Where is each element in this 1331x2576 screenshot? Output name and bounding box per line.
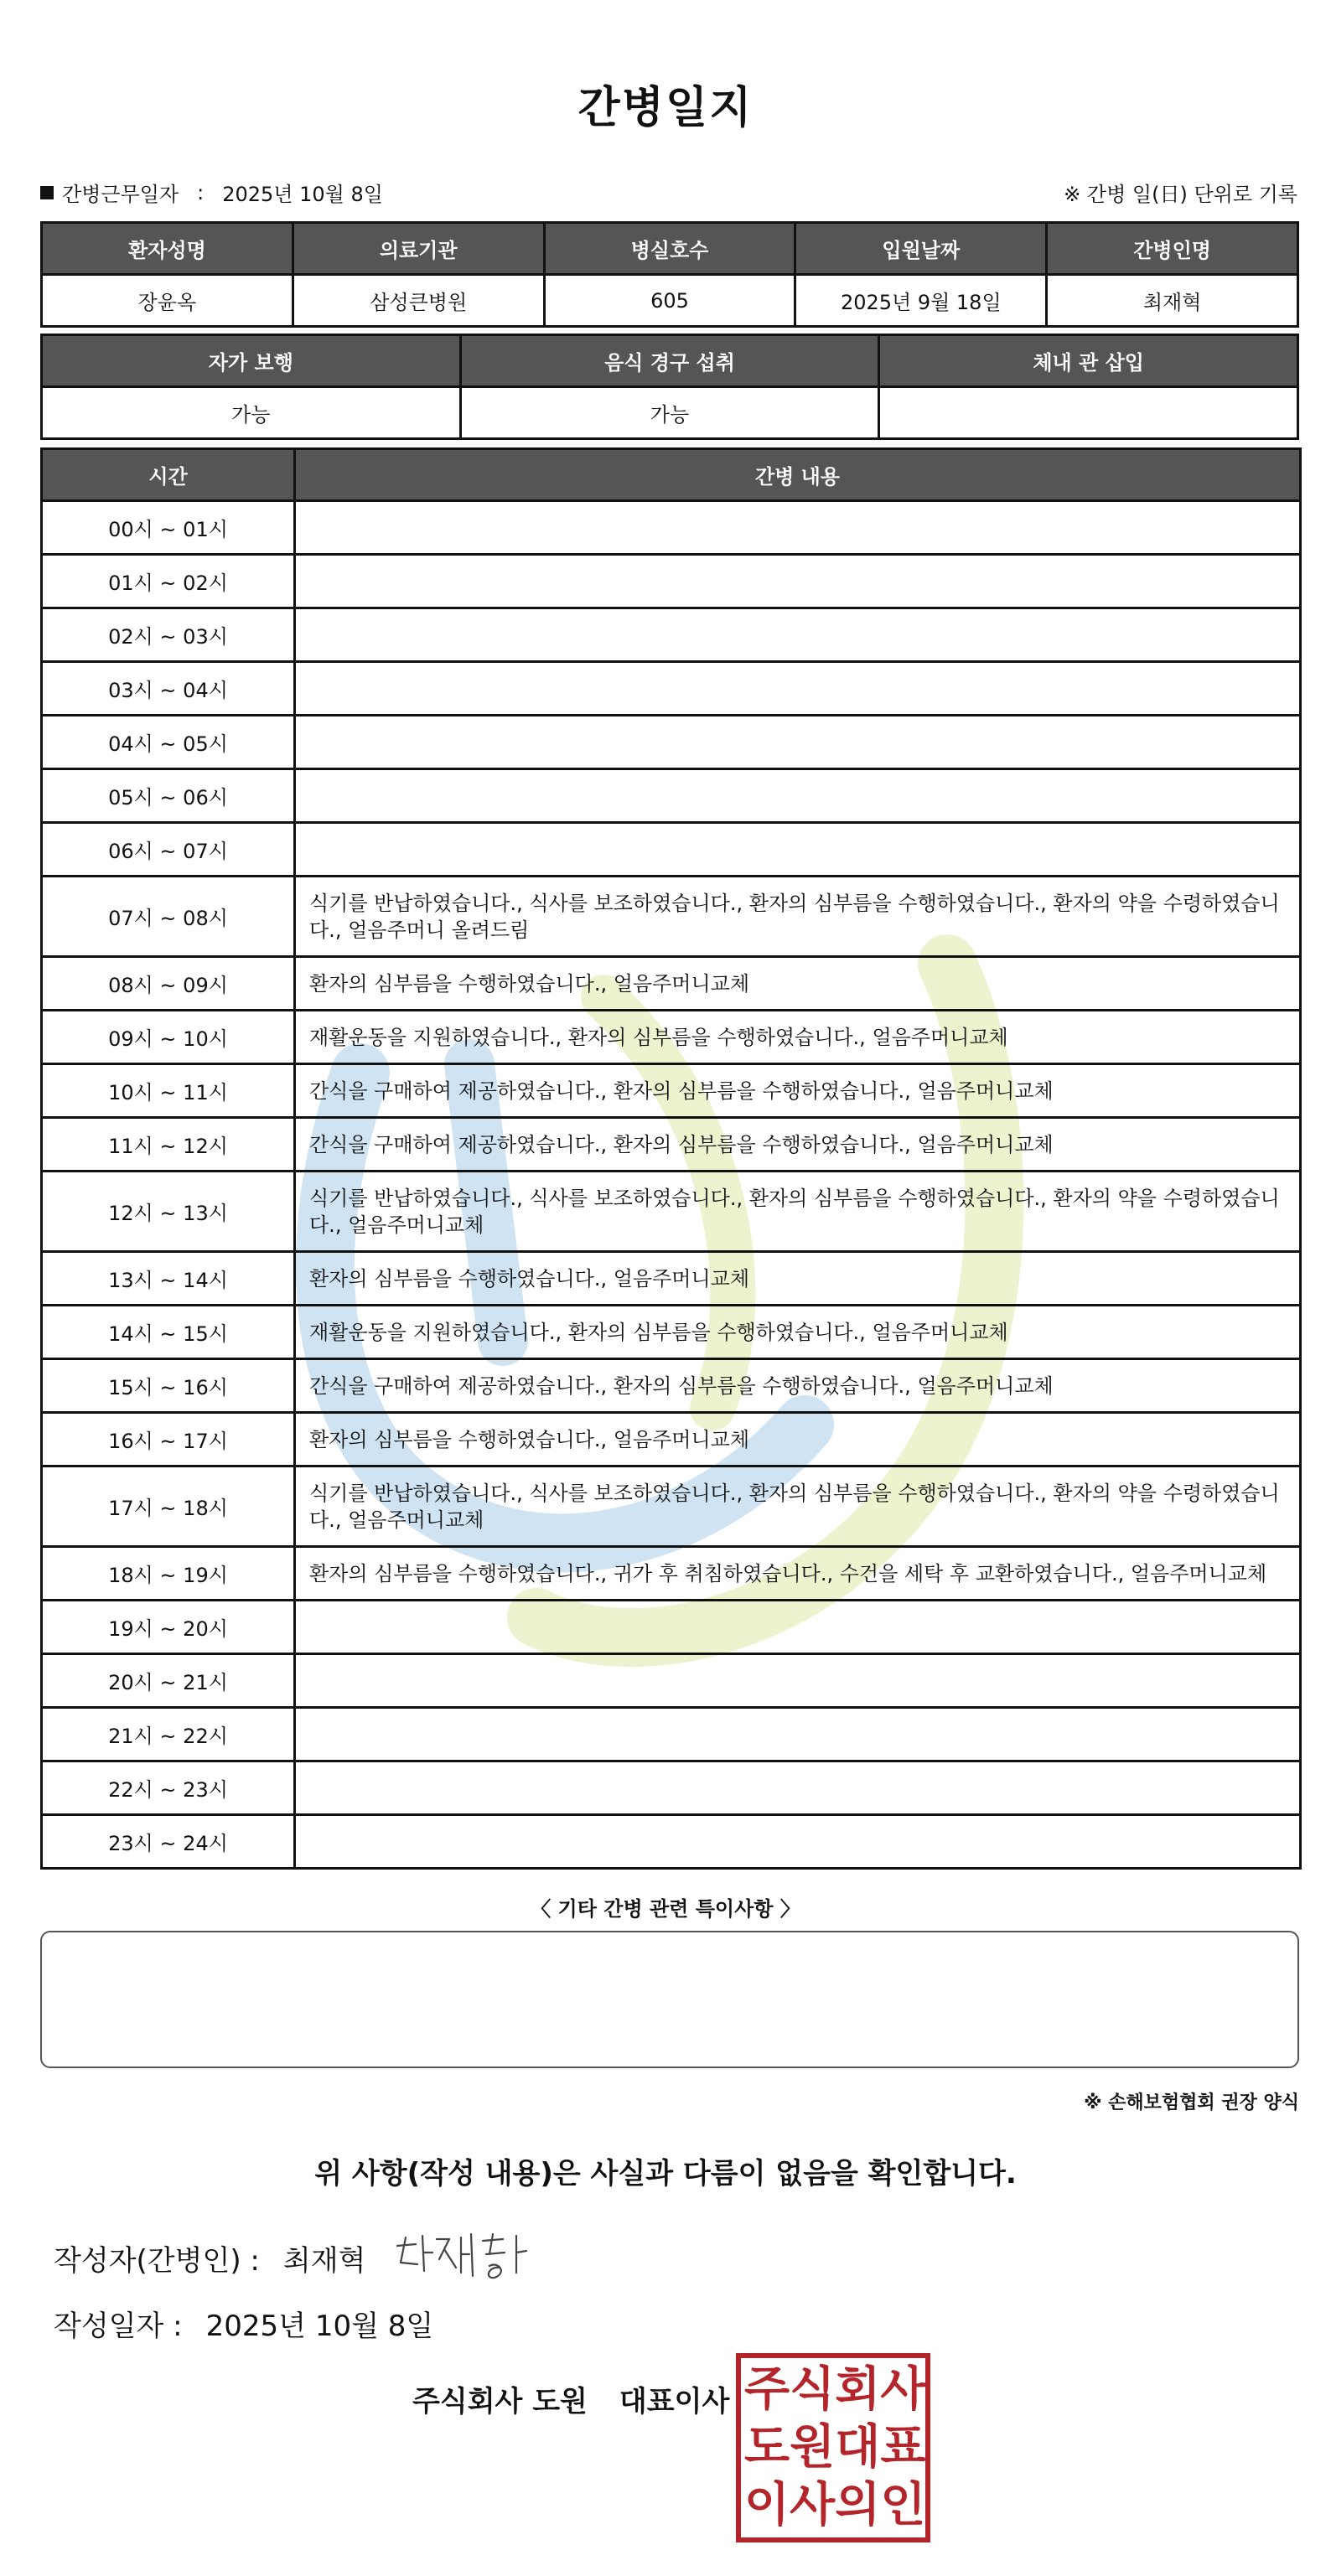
seal-glyph: 도 [744,2419,790,2475]
care-log-time: 09시 ~ 10시 [42,1011,295,1064]
care-log-time: 17시 ~ 18시 [42,1466,295,1547]
care-log-time: 16시 ~ 17시 [42,1413,295,1466]
tube-insertion-value [879,387,1298,439]
header-tube-insertion: 체내 관 삽입 [879,335,1298,387]
care-log-content: 식기를 반납하였습니다., 식사를 보조하였습니다., 환자의 심부름을 수행하였습니다., 환자의 약을 수령하였습니다., 얼음주머니 올려드림 [295,877,1301,957]
seal-glyph: 표 [880,2419,926,2475]
company-representative: 대표이사 [619,2385,730,2418]
care-log-content: 식기를 반납하였습니다., 식사를 보조하였습니다., 환자의 심부름을 수행하였습니다., 환자의 약을 수령하였습니다., 얼음주머니교체 [295,1172,1301,1252]
seal-glyph: 주 [744,2362,790,2418]
care-log-row [42,1306,1301,1359]
written-date-label: 작성일자 : [54,2310,183,2343]
care-log-row [42,662,1301,716]
header-self-walking: 자가 보행 [42,335,461,387]
header-room: 병실호수 [544,223,795,275]
care-log-content [295,769,1301,823]
patient-status-value-row [42,387,1298,439]
care-log-content: 재활운동을 지원하였습니다., 환자의 심부름을 수행하였습니다., 얼음주머니교체 [295,1011,1301,1064]
care-log-time: 13시 ~ 14시 [42,1252,295,1306]
care-log-content: 환자의 심부름을 수행하였습니다., 얼음주머니교체 [295,1413,1301,1466]
care-log-body [42,501,1301,1869]
care-log-row [42,769,1301,823]
page-title: 간병일지 [577,83,754,133]
header-time: 시간 [42,449,295,501]
care-log-row [42,1011,1301,1064]
care-log-row [42,1708,1301,1761]
writer-row [54,2237,365,2279]
care-log-content [295,716,1301,769]
care-log-time: 10시 ~ 11시 [42,1064,295,1118]
care-log-row [42,1815,1301,1869]
care-log-content [295,1601,1301,1654]
care-log-row [42,1654,1301,1708]
care-log-time: 08시 ~ 09시 [42,957,295,1011]
caregiver-name: 최재혁 [1047,275,1298,327]
care-log-content [295,823,1301,877]
care-log-time: 03시 ~ 04시 [42,662,295,716]
care-log-row [42,555,1301,608]
care-log-content [295,608,1301,662]
care-log-row [42,716,1301,769]
writer-label: 작성자(간병인) : [54,2244,260,2278]
care-log-row [42,1064,1301,1118]
care-log-content [295,1761,1301,1815]
care-log-time: 18시 ~ 19시 [42,1547,295,1601]
care-log-content [295,1654,1301,1708]
care-log-row [42,1413,1301,1466]
care-log-row [42,957,1301,1011]
care-log-row [42,501,1301,555]
seal-glyph: 대 [835,2419,881,2475]
care-log-content: 간식을 구매하여 제공하였습니다., 환자의 심부름을 수행하였습니다., 얼음주머니교체 [295,1118,1301,1172]
work-date [40,178,383,207]
care-log-time: 05시 ~ 06시 [42,769,295,823]
care-log-row [42,1601,1301,1654]
care-log-time: 22시 ~ 23시 [42,1761,295,1815]
header-caregiver: 간병인명 [1047,223,1298,275]
header-hospital: 의료기관 [293,223,544,275]
written-date-row [54,2303,433,2344]
writer-name: 최재혁 [282,2244,366,2278]
seal-glyph: 사 [790,2477,836,2532]
remarks-heading: 〈 기타 간병 관련 특이사항 〉 [531,1897,800,1921]
seal-glyph: 회 [835,2362,881,2418]
patient-info-table [40,221,1299,328]
meta-row [40,178,1297,208]
care-log-row [42,1547,1301,1601]
self-walking-value: 가능 [42,387,461,439]
care-log-row [42,1761,1301,1815]
care-log-time: 11시 ~ 12시 [42,1118,295,1172]
care-log-content: 환자의 심부름을 수행하였습니다., 귀가 후 취침하였습니다., 수건을 세탁 후 교환하였습니다., 얼음주머니교체 [295,1547,1301,1601]
care-log-row [42,1466,1301,1547]
bullet-square-icon [40,186,54,199]
care-log-content: 간식을 구매하여 제공하였습니다., 환자의 심부름을 수행하였습니다., 얼음주머니교체 [295,1359,1301,1413]
care-log-content [295,662,1301,716]
care-log-content: 환자의 심부름을 수행하였습니다., 얼음주머니교체 [295,957,1301,1011]
care-log-row [42,1359,1301,1413]
handwritten-signature [391,2229,541,2288]
care-log-row [42,1252,1301,1306]
care-log-row [42,823,1301,877]
care-log-time: 23시 ~ 24시 [42,1815,295,1869]
care-log-time: 04시 ~ 05시 [42,716,295,769]
care-log-row [42,608,1301,662]
work-date-label: 간병근무일자 [62,183,179,206]
work-date-value: 2025년 10월 8일 [222,183,383,206]
seal-glyph: 식 [790,2362,836,2418]
form-note: ※ 손해보험협회 권장 양식 [1084,2092,1299,2113]
header-patient-name: 환자성명 [42,223,293,275]
care-log-content: 간식을 구매하여 제공하였습니다., 환자의 심부름을 수행하였습니다., 얼음주머니교체 [295,1064,1301,1118]
care-log-time: 02시 ~ 03시 [42,608,295,662]
care-log-content [295,501,1301,555]
company-line [412,2378,729,2419]
seal-glyph: 인 [880,2477,926,2532]
care-log-row [42,1172,1301,1252]
seal-glyph: 사 [880,2362,926,2418]
patient-status-header-row [42,335,1298,387]
care-log-row [42,877,1301,957]
header-oral-intake: 음식 경구 섭취 [460,335,879,387]
care-log-time: 01시 ~ 02시 [42,555,295,608]
patient-status-table [40,334,1299,440]
header-care-content: 간병 내용 [295,449,1301,501]
seal-glyph: 원 [790,2419,836,2475]
seal-glyph: 이 [744,2477,790,2532]
care-log-time: 00시 ~ 01시 [42,501,295,555]
company-seal-stamp [736,2353,930,2542]
patient-name: 장윤옥 [42,275,293,327]
patient-info-value-row [42,275,1298,327]
care-log-time: 15시 ~ 16시 [42,1359,295,1413]
patient-info-header-row [42,223,1298,275]
care-log-time: 07시 ~ 08시 [42,877,295,957]
care-log-table [40,447,1302,1870]
care-log-content: 환자의 심부름을 수행하였습니다., 얼음주머니교체 [295,1252,1301,1306]
care-log-time: 19시 ~ 20시 [42,1601,295,1654]
admission-date: 2025년 9월 18일 [795,275,1047,327]
remarks-box [40,1931,1299,2068]
header-admission-date: 입원날짜 [795,223,1047,275]
care-log-time: 20시 ~ 21시 [42,1654,295,1708]
oral-intake-value: 가능 [460,387,879,439]
care-log-content: 재활운동을 지원하였습니다., 환자의 심부름을 수행하였습니다., 얼음주머니교체 [295,1306,1301,1359]
care-log-time: 06시 ~ 07시 [42,823,295,877]
confirmation-statement: 위 사항(작성 내용)은 사실과 다름이 없음을 확인합니다. [314,2157,1017,2191]
room-number: 605 [544,275,795,327]
company-name: 주식회사 도원 [412,2385,588,2418]
record-note: ※ 간병 일(日) 단위로 기록 [1064,183,1297,206]
care-log-content: 식기를 반납하였습니다., 식사를 보조하였습니다., 환자의 심부름을 수행하였습니다., 환자의 약을 수령하였습니다., 얼음주머니교체 [295,1466,1301,1547]
care-log-row [42,1118,1301,1172]
care-log-content [295,555,1301,608]
care-log-time: 12시 ~ 13시 [42,1172,295,1252]
work-date-colon: : [197,180,205,204]
care-log-content [295,1708,1301,1761]
care-log-content [295,1815,1301,1869]
written-date-value: 2025년 10월 8일 [205,2310,434,2343]
seal-glyph: 의 [835,2477,881,2532]
care-log-header-row [42,449,1301,501]
hospital-name: 삼성큰병원 [293,275,544,327]
care-log-time: 14시 ~ 15시 [42,1306,295,1359]
care-log-time: 21시 ~ 22시 [42,1708,295,1761]
